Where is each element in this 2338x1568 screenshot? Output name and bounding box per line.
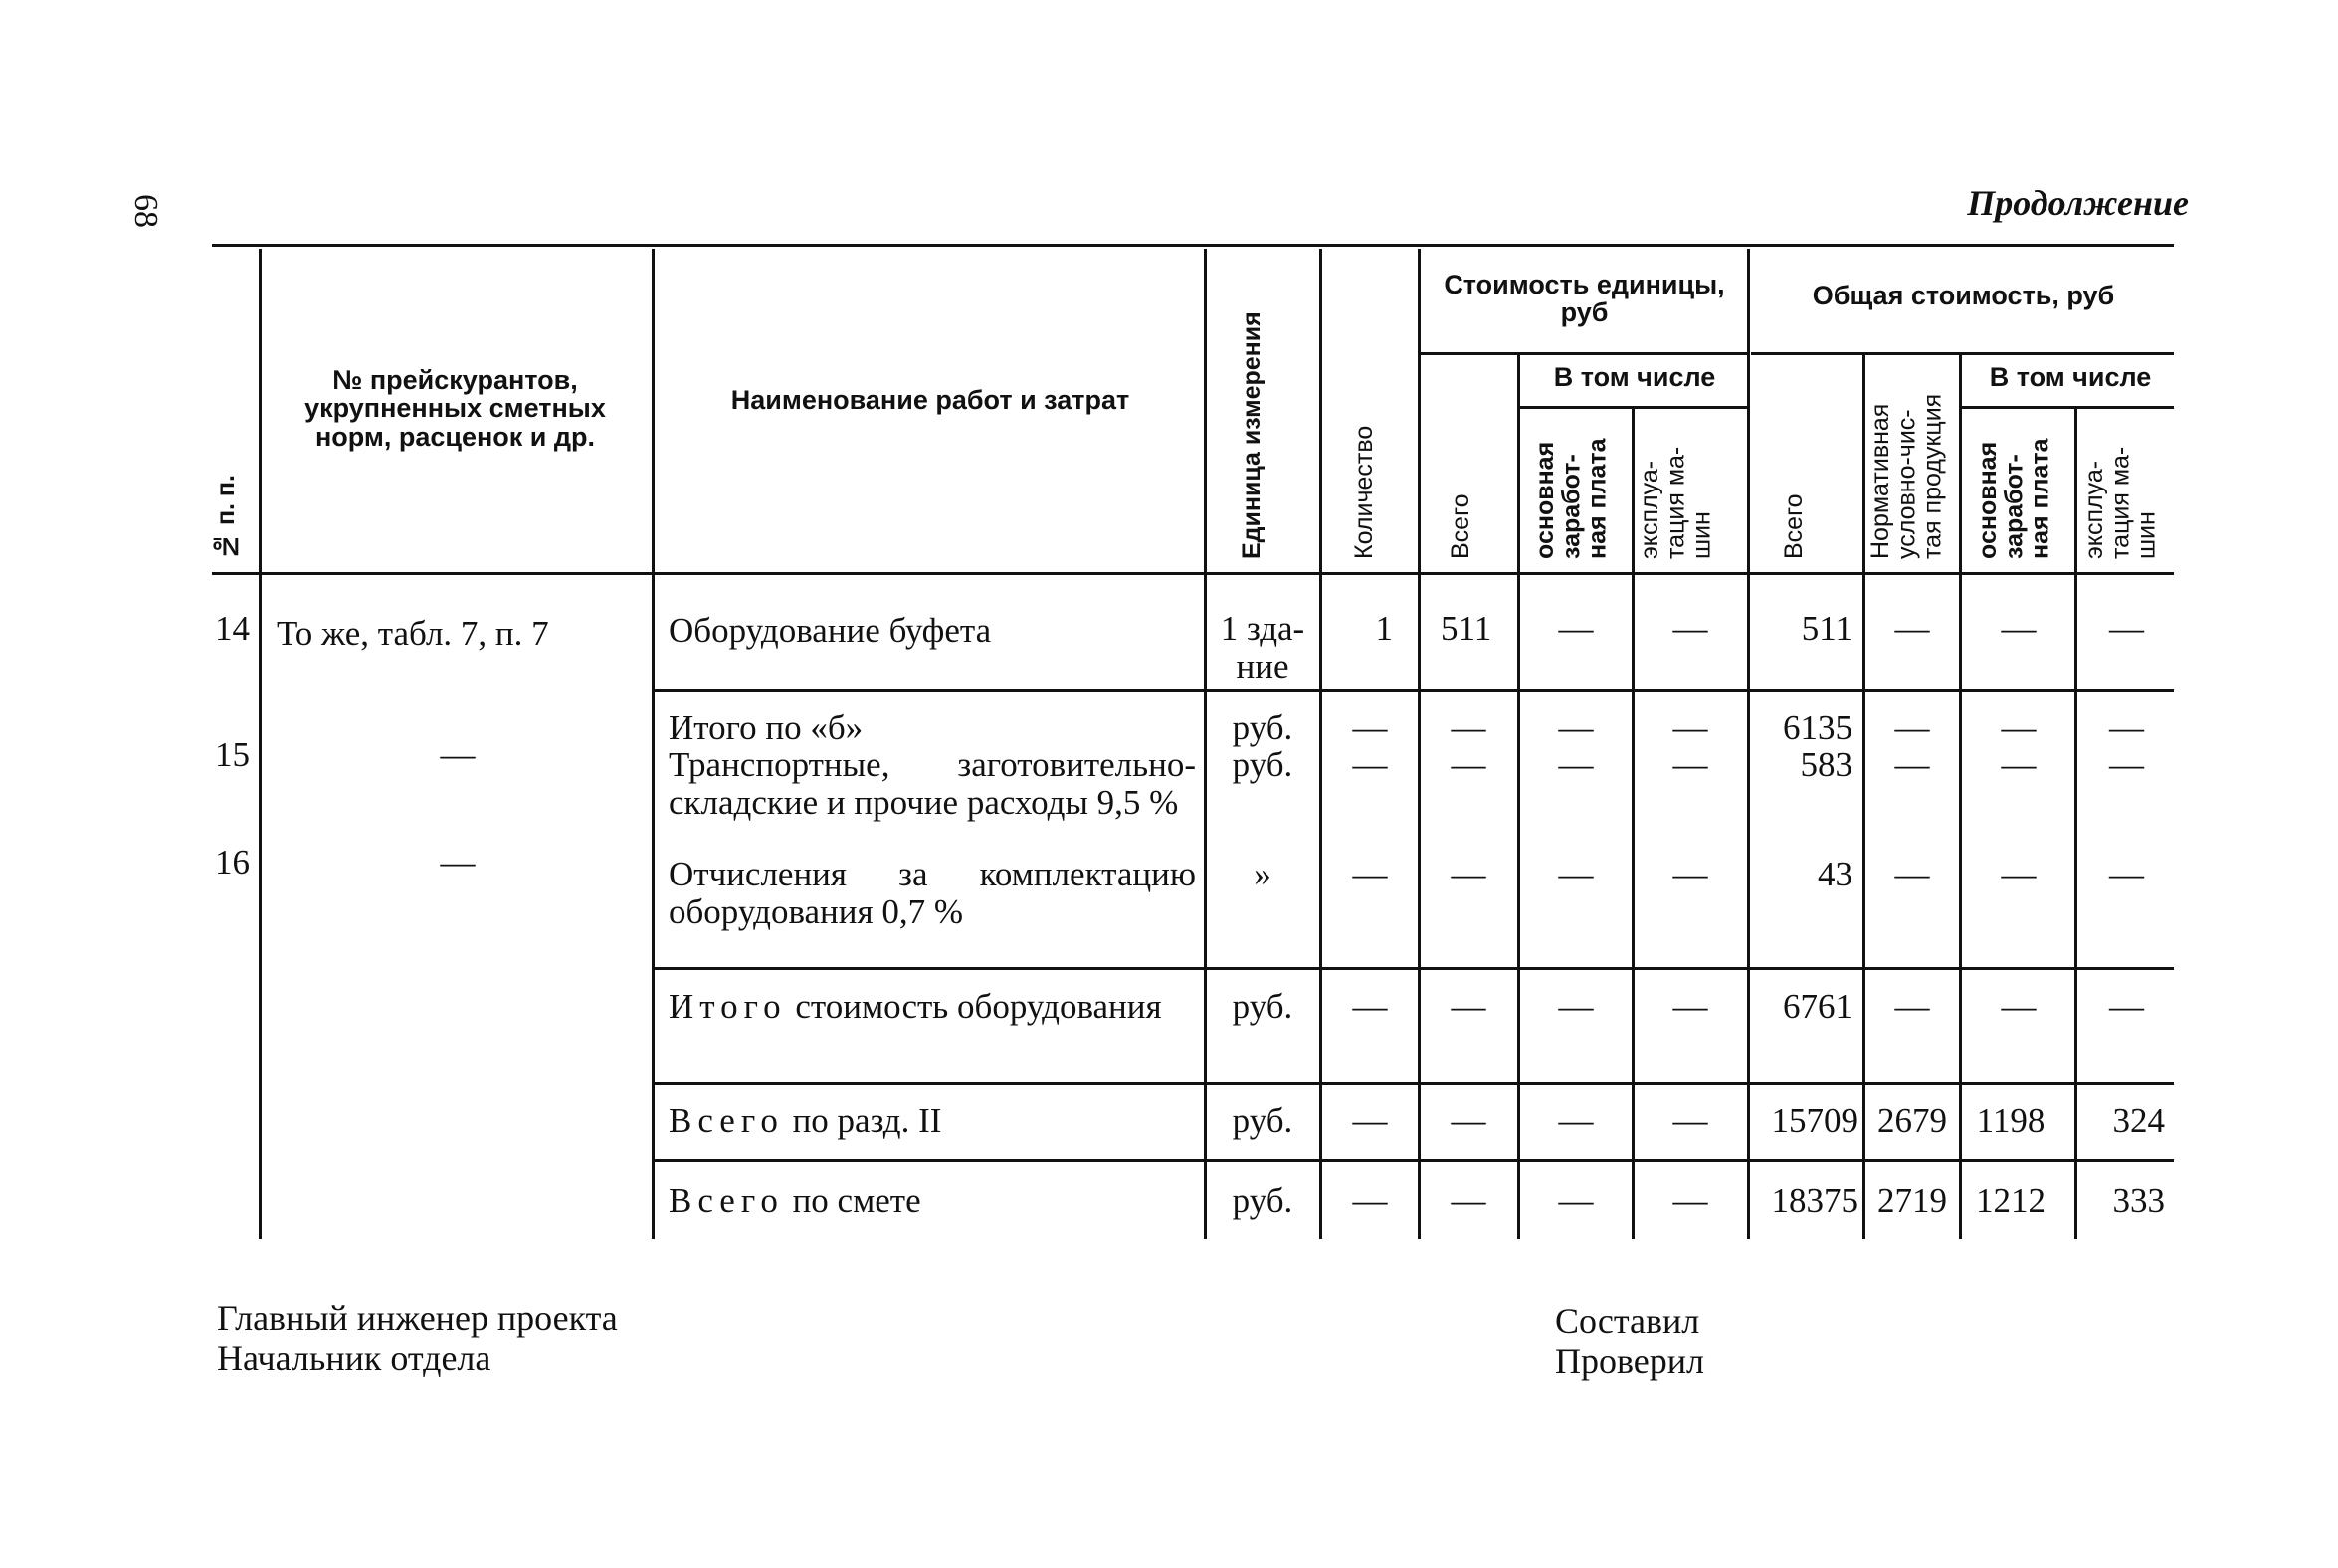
header-qty: Количество — [1350, 425, 1378, 559]
header-total-wage: основная заработ- ная плата — [1974, 438, 2054, 559]
signature-chief-engineer: Главный инженер проекта — [217, 1298, 618, 1338]
header-total-all: Всего — [1780, 493, 1808, 559]
header-unit: Единица измерения — [1238, 311, 1266, 559]
signature-department-head: Начальник отдела — [217, 1338, 491, 1378]
header-unit-machines: эксплуа- тация ма- шин — [1636, 446, 1716, 559]
continuation-label: Продолжение — [1967, 183, 2189, 223]
page-number: 68 — [127, 194, 164, 228]
header-unit-wage: основная заработ- ная плата — [1531, 438, 1612, 559]
header-normative: Нормативная условно-чис- тая продукция — [1866, 393, 1947, 559]
header-unit-cost: Стоимость единицы, руб — [1444, 270, 1725, 328]
header-unit-all: Всего — [1447, 493, 1474, 559]
signature-checked: Проверил — [1555, 1341, 1704, 1381]
signature-composed: Составил — [1555, 1301, 1700, 1341]
header-num: № п. п. — [212, 475, 240, 560]
header-total-machines: эксплуа- тация ма- шин — [2080, 446, 2161, 559]
header-incl-total: В том числе — [1989, 362, 2152, 392]
header-name: Наименование работ и затрат — [730, 385, 1130, 415]
header-incl-unit: В том числе — [1553, 362, 1716, 392]
header-total-cost: Общая стоимость, руб — [1812, 281, 2115, 310]
header-pricelist: № прейскурантов, укрупненных сметных норм, расценок и др. — [304, 365, 606, 452]
